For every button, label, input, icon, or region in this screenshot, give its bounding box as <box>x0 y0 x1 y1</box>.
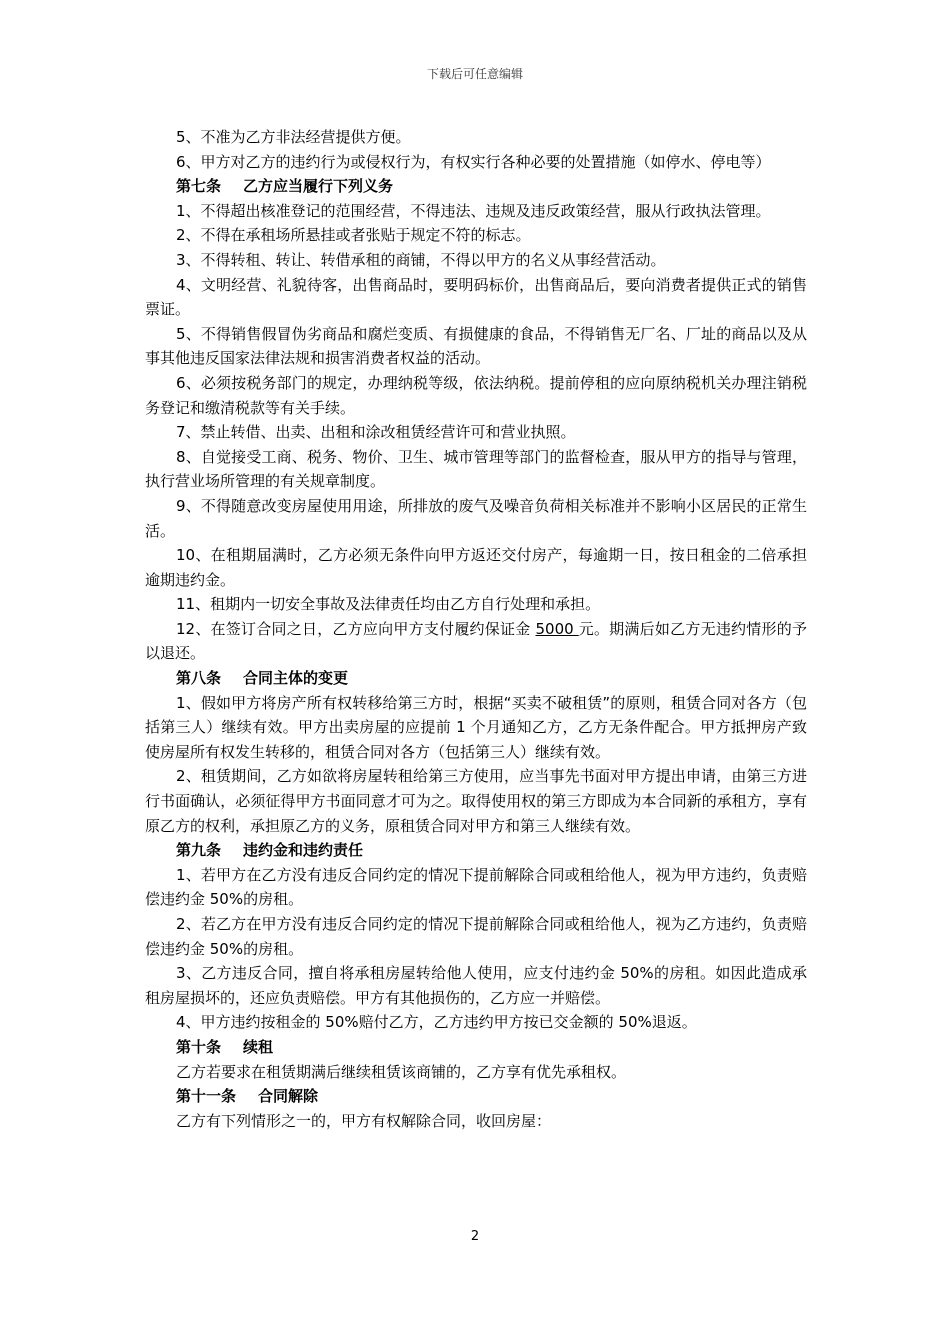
clause-9-1: 1、若甲方在乙方没有违反合同约定的情况下提前解除合同或租给他人，视为甲方违约，负责赔偿违约金 50%的房租。 <box>145 865 807 909</box>
clause-7-4: 4、文明经营、礼貌待客，出售商品时，要明码标价，出售商品后，要向消费者提供正式的销售票证。 <box>145 275 807 319</box>
clause-text: 元。期满后如乙方无违约情形的予以退还。 <box>145 619 807 663</box>
clause-7-6: 6、必须按税务部门的规定，办理纳税等级，依法纳税。提前停租的应向原纳税机关办理注销税务登记和缴清税款等有关手续。 <box>145 373 807 417</box>
document-body <box>145 125 807 1133</box>
clause-7-9: 9、不得随意改变房屋使用用途，所排放的废气及噪音负荷相关标准并不影响小区居民的正常生活。 <box>145 496 807 540</box>
article-9-heading <box>145 838 807 863</box>
article-title: 合同解除 <box>258 1087 319 1106</box>
article-8-heading <box>145 666 807 691</box>
clause-7-5: 5、不得销售假冒伪劣商品和腐烂变质、有损健康的食品，不得销售无厂名、厂址的商品以及从事其他违反国家法律法规和损害消费者权益的活动。 <box>145 324 807 368</box>
article-number: 第九条 <box>176 841 222 860</box>
clause-7-11: 11、租期内一切安全事故及法律责任均由乙方自行处理和承担。 <box>176 595 601 614</box>
page-header: 下载后可任意编辑 <box>426 67 523 81</box>
article-number: 第七条 <box>176 177 222 196</box>
article-10-heading <box>145 1035 807 1060</box>
clause-6-6: 6、甲方对乙方的违约行为或侵权行为，有权实行各种必要的处置措施（如停水、停电等） <box>176 152 771 171</box>
clause-7-10: 10、在租期届满时，乙方必须无条件向甲方返还交付房产，每逾期一日，按日租金的二倍承担逾期违约金。 <box>145 546 807 589</box>
article-title: 合同主体的变更 <box>243 669 349 688</box>
clause-7-8: 8、自觉接受工商、税务、物价、卫生、城市管理等部门的监督检查，服从甲方的指导与管理，执行营业场所管理的有关规章制度。 <box>145 447 807 491</box>
clause-7-1: 1、不得超出核准登记的范围经营，不得违法、违规及违反政策经营，服从行政执法管理。 <box>176 201 771 220</box>
clause-7-7: 7、禁止转借、出卖、出租和涂改租赁经营许可和营业执照。 <box>176 423 576 442</box>
clause-7-2: 2、不得在承租场所悬挂或者张贴于规定不符的标志。 <box>176 226 531 245</box>
clause-10-1: 乙方若要求在租赁期满后继续租赁该商铺的，乙方享有优先承租权。 <box>176 1062 627 1081</box>
article-7-heading <box>145 174 807 199</box>
clause-text: 12、在签订合同之日，乙方应向甲方支付履约保证金 <box>176 619 536 638</box>
article-number: 第十一条 <box>176 1087 237 1106</box>
article-title: 续租 <box>243 1037 274 1056</box>
article-number: 第十条 <box>176 1037 222 1056</box>
deposit-amount: 5000 <box>535 619 579 638</box>
clause-7-12 <box>145 617 807 666</box>
clause-9-3: 3、乙方违反合同，擅自将承租房屋转给他人使用，应支付违约金 50%的房租。如因此造成承租房屋损坏的，还应负责赔偿。甲方有其他损伤的，乙方应一并赔偿。 <box>145 964 807 1007</box>
page-number: 2 <box>470 1229 480 1244</box>
clause-8-2: 2、租赁期间，乙方如欲将房屋转租给第三方使用，应当事先书面对甲方提出申请，由第三方进行书面确认，必须征得甲方书面同意才可为之。取得使用权的第三方即成为本合同新的承租方，享有原乙方的权利，承担原乙方的义务，原租赁合同对甲方和第三人继续有效。 <box>145 767 807 835</box>
clause-9-2: 2、若乙方在甲方没有违反合同约定的情况下提前解除合同或租给他人，视为乙方违约，负责赔偿违约金 50%的房租。 <box>145 915 807 958</box>
article-number: 第八条 <box>176 669 222 688</box>
article-title: 乙方应当履行下列义务 <box>243 177 394 196</box>
clause-6-5: 5、不准为乙方非法经营提供方便。 <box>176 128 411 146</box>
clause-9-4: 4、甲方违约按租金的 50%赔付乙方，乙方违约甲方按已交金额的 50%退返。 <box>176 1013 697 1032</box>
clause-11-1: 乙方有下列情形之一的，甲方有权解除合同，收回房屋： <box>176 1111 552 1130</box>
clause-7-3: 3、不得转租、转让、转借承租的商铺，不得以甲方的名义从事经营活动。 <box>176 250 666 269</box>
clause-8-1: 1、假如甲方将房产所有权转移给第三方时，根据“买卖不破租赁”的原则，租赁合同对各方（包括第三人）继续有效。甲方出卖房屋的应提前 1 个月通知乙方，乙方无条件配合。甲方抵押房产致使房屋所有权发生转移的，租赁合同对各方（包括第三人）继续有效。 <box>145 693 807 761</box>
article-11-heading <box>145 1084 807 1109</box>
article-title: 违约金和违约责任 <box>243 841 364 860</box>
